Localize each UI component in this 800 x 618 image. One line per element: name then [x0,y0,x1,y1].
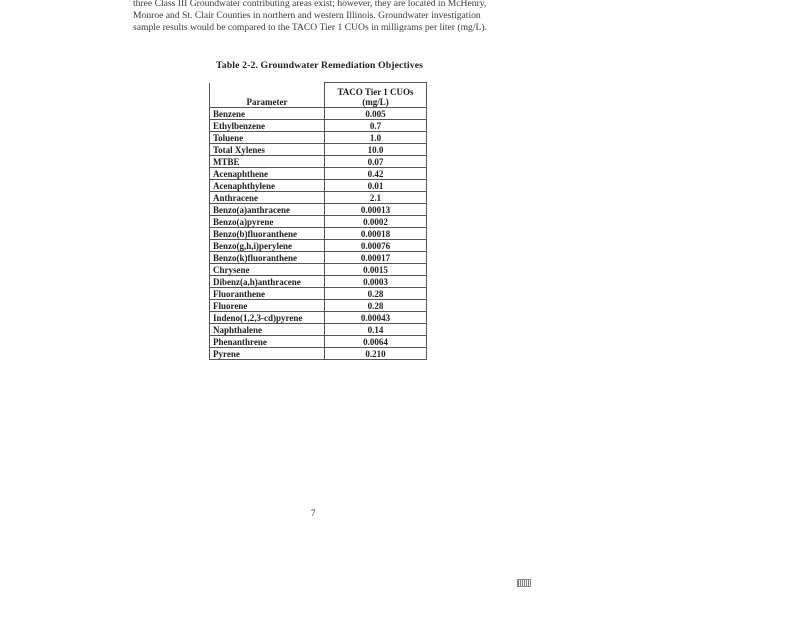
table-header-row [210,83,427,108]
table-row [210,228,427,240]
parameter-cell: Benzo(a)pyrene [210,216,325,228]
body-paragraph [133,0,508,34]
barcode-icon [517,579,531,587]
value-cell: 0.28 [325,288,427,300]
parameter-cell: Benzo(k)fluoranthene [210,252,325,264]
parameter-cell: Dibenz(a,h)anthracene [210,276,325,288]
table-caption: Table 2-2. Groundwater Remediation Objectives [216,60,424,71]
table-row [210,276,427,288]
value-cell: 2.1 [325,192,427,204]
parameter-cell: Benzo(a)anthracene [210,204,325,216]
value-cell: 0.005 [325,108,427,120]
parameter-column-header: Parameter [210,83,325,108]
value-cell: 0.07 [325,156,427,168]
parameter-cell: Naphthalene [210,324,325,336]
table-row [210,252,427,264]
table-row [210,120,427,132]
parameter-cell: Total Xylenes [210,144,325,156]
table-row [210,216,427,228]
value-cell: 0.00017 [325,252,427,264]
value-cell: 0.00076 [325,240,427,252]
parameter-cell: Benzo(b)fluoranthene [210,228,325,240]
value-cell: 0.14 [325,324,427,336]
table-row [210,204,427,216]
parameter-cell: Ethylbenzene [210,120,325,132]
table-row [210,144,427,156]
value-cell: 0.0064 [325,336,427,348]
value-cell: 1.0 [325,132,427,144]
table-row [210,348,427,360]
body-line: Monroe and St. Clair Counties in northern and western Illinois. Groundwater investigation [133,10,481,21]
value-cell: 0.7 [325,120,427,132]
groundwater-objectives-table [209,82,427,360]
table-row [210,156,427,168]
page-number: 7 [311,508,316,518]
value-cell: 10.0 [325,144,427,156]
parameter-cell: Toluene [210,132,325,144]
table-row [210,288,427,300]
value-cell: 0.00043 [325,312,427,324]
parameter-cell: MTBE [210,156,325,168]
value-cell: 0.0002 [325,216,427,228]
body-line: three Class III Groundwater contributing areas exist; however, they are located in McHenry, [133,0,487,9]
value-cell: 0.42 [325,168,427,180]
parameter-cell: Phenanthrene [210,336,325,348]
value-cell: 0.0015 [325,264,427,276]
parameter-cell: Benzo(g,h,i)perylene [210,240,325,252]
table-row [210,300,427,312]
value-cell: 0.00018 [325,228,427,240]
table-row [210,336,427,348]
parameter-cell: Indeno(1,2,3-cd)pyrene [210,312,325,324]
parameter-cell: Fluorene [210,300,325,312]
table-row [210,108,427,120]
cuo-column-header: TACO Tier 1 CUOs (mg/L) [325,83,427,108]
value-cell: 0.28 [325,300,427,312]
value-cell: 0.210 [325,348,427,360]
table-row [210,132,427,144]
table-row [210,192,427,204]
value-cell: 0.01 [325,180,427,192]
value-cell: 0.0003 [325,276,427,288]
table-row [210,180,427,192]
parameter-cell: Anthracene [210,192,325,204]
table-row [210,240,427,252]
table-row [210,312,427,324]
table-row [210,324,427,336]
body-line: sample results would be compared to the TACO Tier 1 CUOs in milligrams per liter (mg/L). [133,22,487,33]
parameter-cell: Acenaphthylene [210,180,325,192]
table-row [210,264,427,276]
parameter-cell: Acenaphthene [210,168,325,180]
parameter-cell: Fluoranthene [210,288,325,300]
table-row [210,168,427,180]
parameter-cell: Pyrene [210,348,325,360]
parameter-cell: Chrysene [210,264,325,276]
parameter-cell: Benzene [210,108,325,120]
value-cell: 0.00013 [325,204,427,216]
